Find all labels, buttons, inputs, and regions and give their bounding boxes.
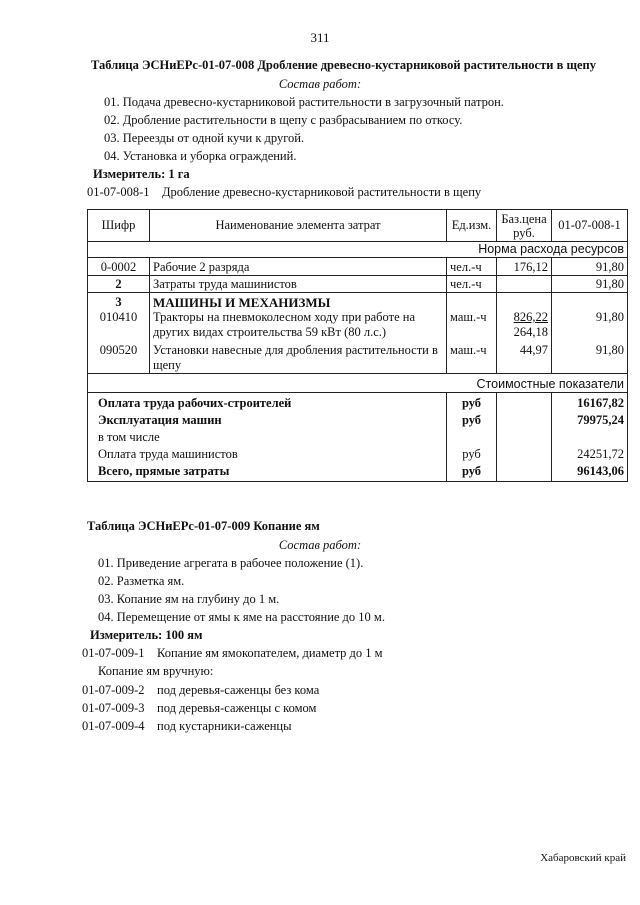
row-4-price-2: 264,18 — [513, 325, 548, 339]
table-header-row — [88, 210, 628, 242]
table-1-work-3: 03. Переезды от одной кучи к другой. — [104, 131, 305, 145]
table-row — [88, 310, 628, 340]
cost-5-value: 96143,06 — [552, 462, 628, 482]
cost-caption-row — [88, 374, 628, 393]
cost-1-value: 16167,82 — [552, 393, 628, 412]
table-2-works-heading: Состав работ: — [278, 538, 362, 552]
table-row — [88, 340, 628, 374]
cost-row — [88, 428, 628, 445]
row-5-norm: 91,80 — [552, 340, 628, 374]
table-2-item-5-code: 01-07-009-4 — [82, 719, 145, 733]
table-1-title: Таблица ЭСНиЕРс-01-07-008 Дробление древесно-кустарниковой растительности в щепу — [91, 58, 596, 72]
row-2-norm: 91,80 — [552, 276, 628, 293]
table-row — [88, 276, 628, 293]
table-1-meter: Измеритель: 1 га — [93, 167, 190, 181]
table-1-work-1: 01. Подача древесно-кустарниковой растительности в загрузочный патрон. — [104, 95, 504, 109]
header-norm: 01-07-008-1 — [552, 210, 628, 242]
table-1-work-4: 04. Установка и уборка ограждений. — [104, 149, 297, 163]
header-name: Наименование элемента затрат — [150, 210, 447, 242]
row-5-name-line-2: щепу — [153, 358, 182, 372]
header-price: Баз.цена руб. — [497, 210, 552, 242]
row-5-code: 090520 — [88, 340, 150, 374]
cost-row — [88, 462, 628, 482]
table-row — [88, 258, 628, 276]
table-2-item-3-name: под деревья-саженцы без кома — [157, 683, 320, 697]
row-4-name — [150, 310, 447, 340]
cost-4-unit: руб — [447, 445, 497, 462]
table-2-item-4-name: под деревья-саженцы с комом — [157, 701, 317, 715]
header-code: Шифр — [88, 210, 150, 242]
table-2-work-3: 03. Копание ям на глубину до 1 м. — [98, 592, 280, 606]
row-1-name: Рабочие 2 разряда — [150, 258, 447, 276]
row-2-price — [497, 276, 552, 293]
row-5-price: 44,97 — [497, 340, 552, 374]
row-5-name — [150, 340, 447, 374]
table-2-item-3-code: 01-07-009-2 — [82, 683, 145, 697]
row-4-price-1: 826,22 — [513, 310, 548, 324]
table-2-meter: Измеритель: 100 ям — [90, 628, 203, 642]
table-1-item-name: Дробление древесно-кустарниковой растительности в щепу — [162, 185, 482, 199]
table-2-work-1: 01. Приведение агрегата в рабочее положение (1). — [98, 556, 364, 570]
page-number: 311 — [310, 30, 330, 45]
table-2-item-5-name: под кустарники-саженцы — [157, 719, 292, 733]
norm-caption-row — [88, 242, 628, 258]
table-2-item-1-name: Копание ям ямокопателем, диаметр до 1 м — [157, 646, 383, 660]
row-4-code: 010410 — [88, 310, 150, 340]
cost-row — [88, 445, 628, 462]
table-2-title: Таблица ЭСНиЕРс-01-07-009 Копание ям — [87, 519, 320, 533]
table-1-works-heading: Состав работ: — [278, 77, 362, 91]
cost-1-name: Оплата труда рабочих-строителей — [88, 393, 447, 412]
row-4-name-line-2: других видах строительства 59 кВт (80 л.с.) — [153, 325, 387, 339]
footer-region: Хабаровский край — [540, 852, 626, 864]
row-4-price — [497, 310, 552, 340]
table-2-work-4: 04. Перемещение от ямы к яме на расстояние до 10 м. — [98, 610, 385, 624]
row-2-code: 2 — [88, 276, 150, 293]
cost-5-name: Всего, прямые затраты — [88, 462, 447, 482]
row-3-name: МАШИНЫ И МЕХАНИЗМЫ — [150, 293, 447, 311]
cost-4-value: 24251,72 — [552, 445, 628, 462]
row-1-code: 0-0002 — [88, 258, 150, 276]
resource-table — [87, 209, 628, 482]
cost-2-name: Эксплуатация машин — [88, 411, 447, 428]
table-2-item-1-code: 01-07-009-1 — [82, 646, 145, 660]
cost-row — [88, 393, 628, 412]
table-2-item-4-code: 01-07-009-3 — [82, 701, 145, 715]
row-1-price: 176,12 — [497, 258, 552, 276]
row-2-name: Затраты труда машинистов — [150, 276, 447, 293]
cost-caption: Стоимостные показатели — [88, 374, 628, 393]
cost-4-name: Оплата труда машинистов — [88, 445, 447, 462]
table-row — [88, 293, 628, 311]
cost-row — [88, 411, 628, 428]
cost-3-name: в том числе — [88, 428, 447, 445]
row-5-name-line-1: Установки навесные для дробления растительности в — [153, 343, 438, 357]
cost-1-unit: руб — [447, 393, 497, 412]
table-2-work-2: 02. Разметка ям. — [98, 574, 185, 588]
table-1-work-2: 02. Дробление растительности в щепу с разбрасыванием по откосу. — [104, 113, 463, 127]
row-5-unit: маш.-ч — [447, 340, 497, 374]
row-1-unit: чел.-ч — [447, 258, 497, 276]
cost-2-unit: руб — [447, 411, 497, 428]
norm-caption: Норма расхода ресурсов — [88, 242, 628, 258]
row-1-norm: 91,80 — [552, 258, 628, 276]
row-4-norm: 91,80 — [552, 310, 628, 340]
table-2-item-2-name: Копание ям вручную: — [98, 664, 214, 678]
cost-5-unit: руб — [447, 462, 497, 482]
row-3-code: 3 — [88, 293, 150, 311]
table-1-item-code: 01-07-008-1 — [87, 185, 150, 199]
row-2-unit: чел.-ч — [447, 276, 497, 293]
header-unit: Ед.изм. — [447, 210, 497, 242]
cost-2-value: 79975,24 — [552, 411, 628, 428]
row-4-name-line-1: Тракторы на пневмоколесном ходу при работе на — [153, 310, 415, 324]
row-4-unit: маш.-ч — [447, 310, 497, 340]
